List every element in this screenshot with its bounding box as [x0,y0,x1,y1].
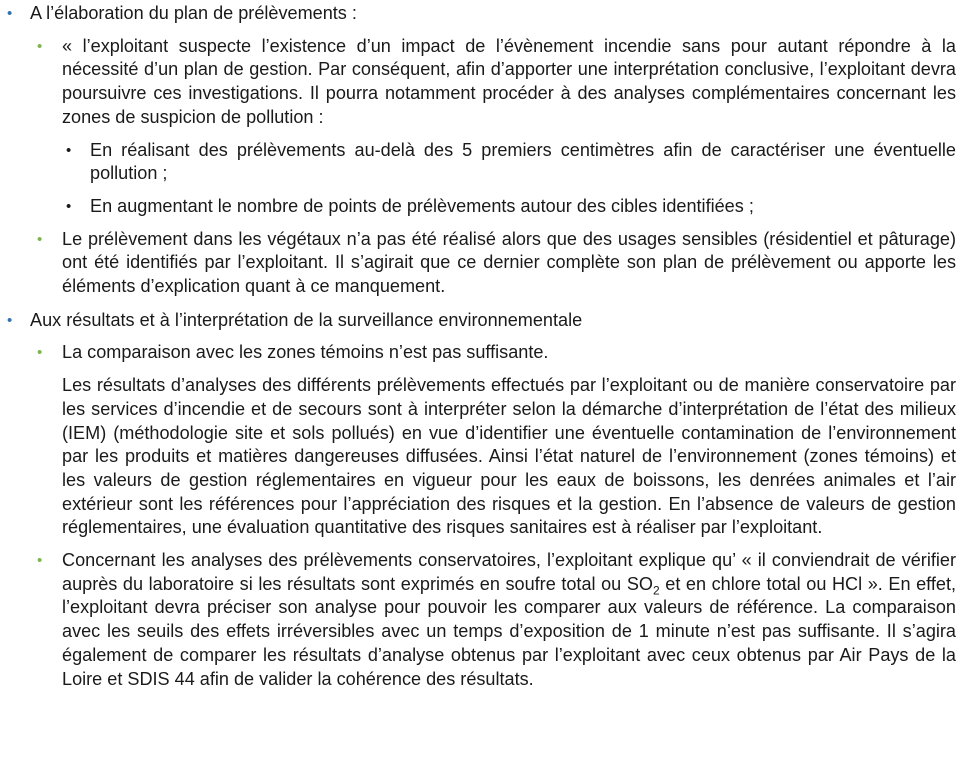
list-item-conservatory-samples [0,549,972,691]
level3-bullet-icon: • [66,197,72,215]
list-item-control-zones [0,341,972,365]
list-item-text: « l’exploitant suspecte l’existence d’un impact de l’évènement incendie sans pour autant répondre à la nécessité d’un plan de gestion. Par conséquent, afin d’apporter une interprétation conclusive, l’exploitant devra poursuivre ces investigations. Il pourra notamment procéder à des analyses complémentaires concernant les zones de suspicion de pollution : [62,35,956,127]
sub-list-item-text: En augmentant le nombre de points de prélèvements autour des cibles identifiées ; [90,195,754,216]
list-item-text-part1: Concernant les analyses des prélèvements conservatoires, l’exploitant explique qu’ « il conviendrait de vérifier auprès du laboratoire si les résultats sont exprimés en soufre total ou SO [62,550,956,594]
level2-bullet-icon: • [37,37,43,55]
level1-bullet-icon: • [7,5,13,22]
section-heading-text: A l’élaboration du plan de prélèvements : [30,3,357,23]
level2-bullet-icon: • [37,552,43,570]
sub-list-item-more-sampling-points [0,195,972,219]
level3-bullet-icon: • [66,141,72,159]
list-item-text: Le prélèvement dans les végétaux n’a pas été réalisé alors que des usages sensibles (résidentiel et pâturage) ont été identifiés par l’exploitant. Il s’agirait que ce dernier complète son plan de prélèvement ou apporte les éléments d’explication quant à ce manquement. [62,228,956,297]
section-heading-sampling-plan [0,2,972,26]
level2-bullet-icon: • [37,344,43,362]
section-heading-monitoring-results [0,309,972,333]
sub-list-item-text: En réalisant des prélèvements au-delà des 5 premiers centimètres afin de caractériser une éventuelle pollution ; [90,139,956,184]
level2-bullet-icon: • [37,230,43,248]
subscript-2: 2 [652,583,660,598]
list-item-vegetation-sampling [0,228,972,299]
sub-list-item-deeper-sampling [0,139,972,186]
paragraph-text: Les résultats d’analyses des différents prélèvements effectués par l’exploitant ou de manière conservatoire par les services d’incendie et de secours sont à interpréter selon la démarche d’interprétation de l’état des milieux (IEM) (méthodologie site et sols pollués) en vue d’identifier une éventuelle contamination de l’environnement par les produits et matières dangereuses diffusées. Ainsi l’état naturel de l’environnement (zones témoins) et les valeurs de gestion réglementaires en vigueur pour les eaux de boissons, les denrées animales et l’air extérieur sont les références pour l’appréciation des risques et la gestion. En l’absence de valeurs de gestion réglementaires, une évaluation quantitative des risques sanitaires est à réaliser par l’exploitant. [62,375,956,538]
list-item-text-part2: et en chlore total ou HCl ». En effet, l’exploitant devra préciser son analyse pour pouvoir les comparer aux valeurs de référence. La comparaison avec les seuils des effets irréversibles avec un temps d’exposition de 1 minute n’est pas suffisante. Il s’agira également de comparer les résultats d’analyse obtenus par l’exploitant avec ceux obtenus par Air Pays de la Loire et SDIS 44 afin de valider la cohérence des résultats. [62,573,957,689]
paragraph-iem-interpretation [0,374,972,540]
level1-bullet-icon: • [7,311,13,329]
list-item-text: La comparaison avec les zones témoins n’est pas suffisante. [62,342,549,363]
list-item-operator-suspects-impact [0,35,972,130]
section-heading-text: Aux résultats et à l’interprétation de la surveillance environnementale [30,309,583,330]
